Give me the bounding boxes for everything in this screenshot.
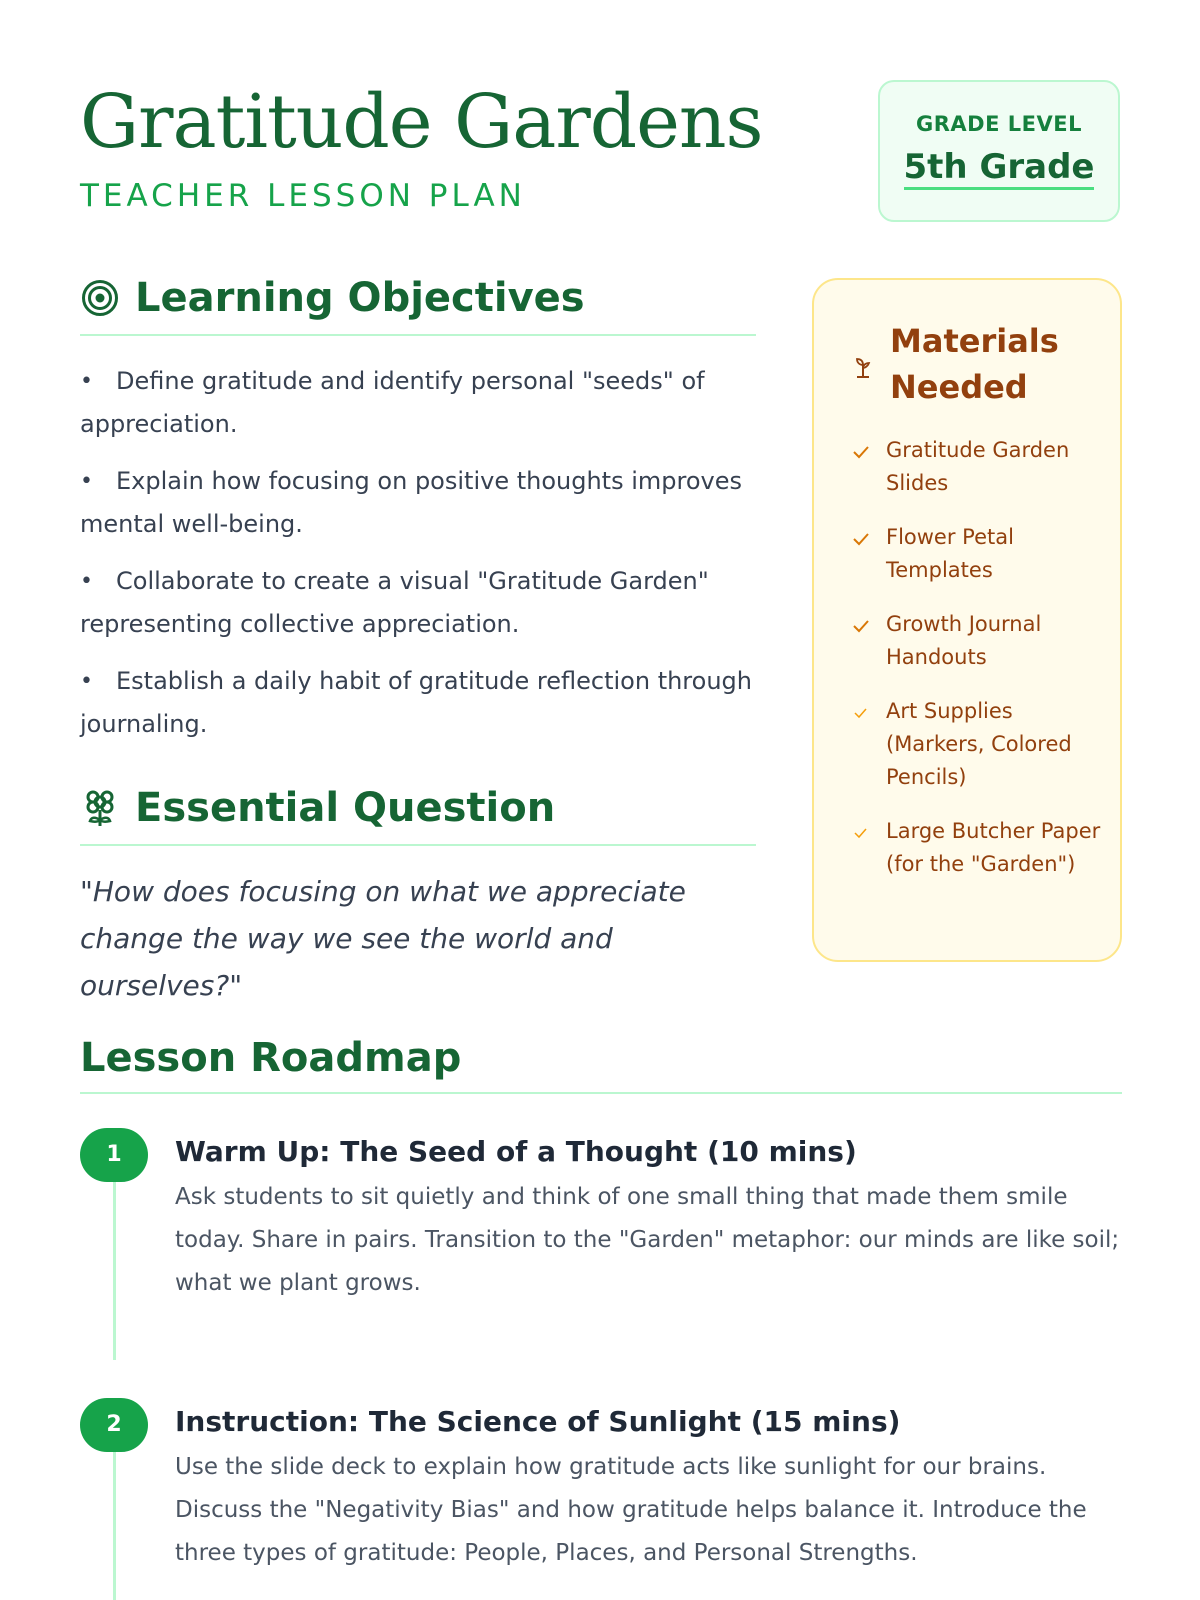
essential-question-header xyxy=(80,780,756,846)
check-icon xyxy=(852,444,870,460)
materials-heading: Materials Needed xyxy=(890,322,1059,406)
materials-card xyxy=(812,278,1122,962)
essential-question-heading: Essential Question xyxy=(135,785,556,831)
lesson-title: Gratitude Gardens xyxy=(80,79,763,165)
grade-level-label: GRADE LEVEL xyxy=(916,112,1082,136)
timeline-line xyxy=(113,1452,116,1600)
essential-question-text: "How does focusing on what we appreciate change the way we see the world and ourselves?" xyxy=(80,875,686,1002)
bullet: • xyxy=(80,669,93,694)
roadmap-header xyxy=(80,1026,1122,1094)
target-icon xyxy=(80,278,120,318)
objectives-heading: Learning Objectives xyxy=(135,275,585,321)
list-item: • Explain how focusing on positive thoughts improves mental well-being. xyxy=(80,460,756,546)
step-title: Instruction: The Science of Sunlight (15 mins) xyxy=(175,1405,901,1438)
step-number-badge: 1 xyxy=(80,1128,148,1182)
bullet: • xyxy=(80,569,93,594)
step-title: Warm Up: The Seed of a Thought (10 mins) xyxy=(175,1135,857,1168)
list-item: Large Butcher Paper (for the "Garden") xyxy=(852,815,1102,881)
grade-level-value: 5th Grade xyxy=(880,144,1118,190)
check-icon xyxy=(852,705,870,721)
check-icon xyxy=(852,825,870,841)
bullet: • xyxy=(80,469,93,494)
lesson-subtitle: TEACHER LESSON PLAN xyxy=(80,178,526,214)
flower-icon xyxy=(80,788,120,828)
objectives-list xyxy=(80,360,756,760)
timeline-line xyxy=(113,1182,116,1360)
step-description: Use the slide deck to explain how gratitude acts like sunlight for our brains. Discuss the "Negativity Bias" and how gratitude helps balance it. Introduce the three types of gratitude: People, Places, and Personal Strengths. xyxy=(175,1454,1087,1566)
list-item: Flower Petal Templates xyxy=(852,521,1102,587)
check-icon xyxy=(852,531,870,547)
bullet: • xyxy=(80,369,93,394)
objectives-header xyxy=(80,270,756,336)
grade-level-card xyxy=(878,80,1120,222)
check-icon xyxy=(852,618,870,634)
list-item: Art Supplies (Markers, Colored Pencils) xyxy=(852,695,1102,794)
list-item: Gratitude Garden Slides xyxy=(852,434,1102,500)
step-number-badge: 2 xyxy=(80,1398,148,1452)
materials-list xyxy=(852,434,1102,902)
step-description: Ask students to sit quietly and think of one small thing that made them smile today. Share in pairs. Transition to the "Garden" metaphor: our minds are like soil; what we plant grows. xyxy=(175,1184,1120,1296)
list-item: • Collaborate to create a visual "Gratitude Garden" representing collective appreciation. xyxy=(80,560,756,646)
list-item: • Define gratitude and identify personal "seeds" of appreciation. xyxy=(80,360,756,446)
list-item: • Establish a daily habit of gratitude reflection through journaling. xyxy=(80,660,756,746)
roadmap-heading: Lesson Roadmap xyxy=(80,1035,462,1081)
sprout-icon xyxy=(852,356,874,378)
list-item: Growth Journal Handouts xyxy=(852,608,1102,674)
